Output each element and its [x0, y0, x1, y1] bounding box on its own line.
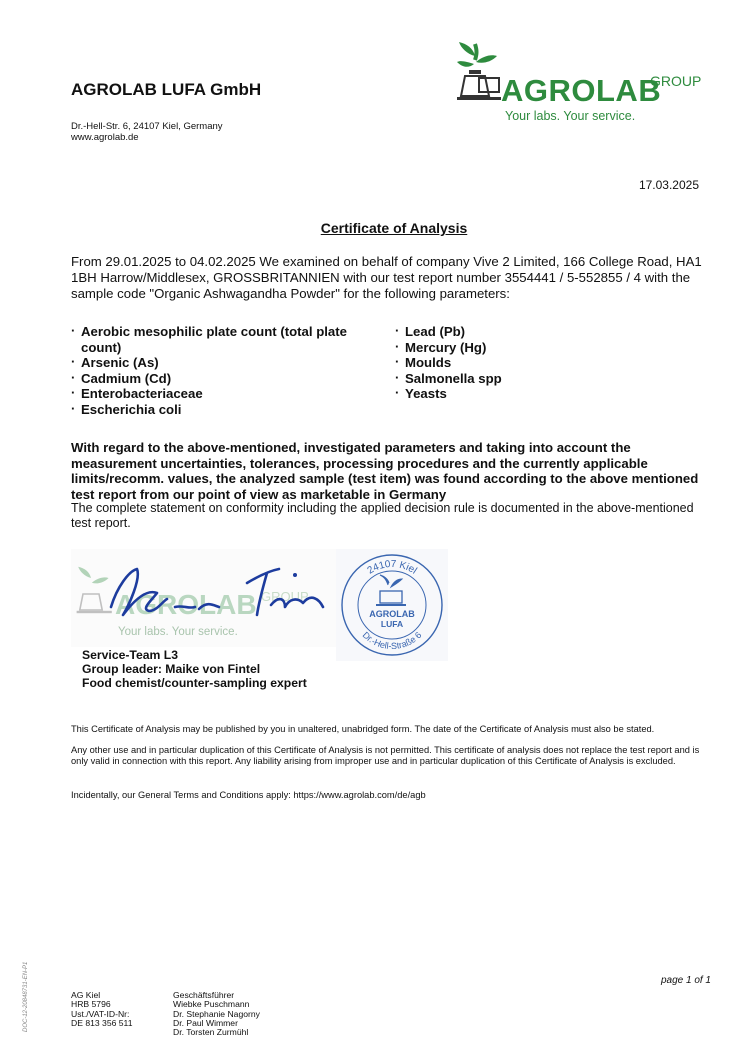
list-item: · Arsenic (As)	[71, 355, 376, 371]
parameter-list-right	[395, 324, 695, 402]
list-item: · Lead (Pb)	[395, 324, 695, 340]
faded-logo-wordmark: AGROLAB	[115, 589, 257, 620]
company-address	[71, 121, 223, 143]
footer-line: Dr. Stephanie Nagorny	[173, 1008, 260, 1019]
fine-print-terms: Incidentally, our General Terms and Conditions apply: https://www.agrolab.com/de/agb	[71, 790, 426, 800]
intro-paragraph: From 29.01.2025 to 04.02.2025 We examined on behalf of company Vive 2 Limited, 166 College Road, HA1 1BH Harrow/Middlesex, GROSSBRITANNIEN with our test report number 3554441 / 5-552855 / 4 with the sample code "Organic Ashwagandha Powder" for the following parameters:	[71, 254, 702, 301]
stamp-middle-text-2: LUFA	[380, 619, 404, 629]
fine-print-publication: This Certificate of Analysis may be published by you in unaltered, unabridged form. The date of the Certificate of Analysis must also be stated.	[71, 724, 655, 734]
page-number: page 1 of 1	[660, 975, 711, 986]
stamp-top-text: 24107 Kiel	[365, 558, 419, 577]
list-item: · Cadmium (Cd)	[71, 371, 376, 387]
list-item: · Moulds	[395, 355, 695, 371]
stamp-bottom-text: Dr.-Hell-Straße 6	[360, 629, 424, 652]
company-website: www.agrolab.de	[71, 132, 139, 143]
logo-wordmark: AGROLAB	[501, 73, 662, 108]
list-item: · Yeasts	[395, 386, 695, 402]
signatory-leader: Group leader: Maike von Fintel	[82, 662, 261, 676]
footer-line: Wiebke Puschmann	[173, 999, 250, 1010]
address-line: Dr.-Hell-Str. 6, 24107 Kiel, Germany	[71, 121, 223, 132]
footer-registration	[71, 991, 132, 1028]
faded-logo-slogan: Your labs. Your service.	[118, 626, 238, 638]
footer-line: DE 813 356 511	[71, 1017, 133, 1028]
lab-plant-icon	[455, 40, 505, 102]
list-item: · Escherichia coli	[71, 402, 376, 418]
footer-line: Dr. Torsten Zurmühl	[173, 1027, 249, 1038]
certificate-title: Certificate of Analysis	[320, 220, 468, 236]
signatory-block	[82, 648, 307, 690]
stamp-seal	[336, 549, 448, 661]
footer-line: Ust./VAT-ID-Nr:	[71, 1008, 130, 1019]
handwritten-signature	[71, 549, 361, 639]
fine-print-liability: Any other use and in particular duplication of this Certificate of Analysis is not permitted. This certificate of analysis does not replace the test report and is only valid in connection with this report. Any liability arising from improper use and in particular duplication of this Certificate of Analysis is excluded.	[71, 745, 700, 766]
document-code: DOC-12-20848731-EN-P1	[23, 961, 29, 1032]
list-item: · Salmonella spp	[395, 371, 695, 387]
document-date: 17.03.2025	[638, 178, 699, 192]
parameter-list-left	[71, 324, 376, 417]
footer-line: Dr. Paul Wimmer	[173, 1017, 238, 1028]
list-item: · Enterobacteriaceae	[71, 386, 376, 402]
logo-slogan: Your labs. Your service.	[505, 109, 636, 123]
signatory-team: Service-Team L3	[82, 648, 178, 662]
svg-text:24107 Kiel	[366, 559, 419, 577]
conformity-note: The complete statement on conformity including the applied decision rule is documented in the above-mentioned test report.	[71, 501, 694, 530]
footer-line: Geschäftsführer	[173, 990, 235, 1000]
list-item: · Mercury (Hg)	[395, 340, 695, 356]
list-item: · Aerobic mesophilic plate count (total plate count)	[71, 324, 376, 355]
conformity-statement: With regard to the above-mentioned, investigated parameters and taking into account the measurement uncertainties, tolerances, processing procedures and the currently applicable limits/recomm. values, the analyzed sample (test item) was found according to the above mentioned test report from our point of view as marketable in Germany	[71, 440, 699, 502]
footer-line: HRB 5796	[71, 999, 111, 1010]
svg-text:Dr.-Hell-Straße 6	[361, 630, 424, 651]
stamp-middle-text-1: AGROLAB	[369, 609, 415, 619]
footer-management	[173, 991, 260, 1037]
logo-group-label: GROUP	[650, 73, 702, 89]
footer-line: AG Kiel	[71, 990, 101, 1000]
signatory-role: Food chemist/counter-sampling expert	[82, 676, 307, 690]
agrolab-logo	[455, 40, 715, 130]
company-name: AGROLAB LUFA GmbH	[71, 80, 262, 99]
faded-logo-group: GROUP	[261, 589, 309, 604]
official-stamp	[336, 549, 448, 661]
